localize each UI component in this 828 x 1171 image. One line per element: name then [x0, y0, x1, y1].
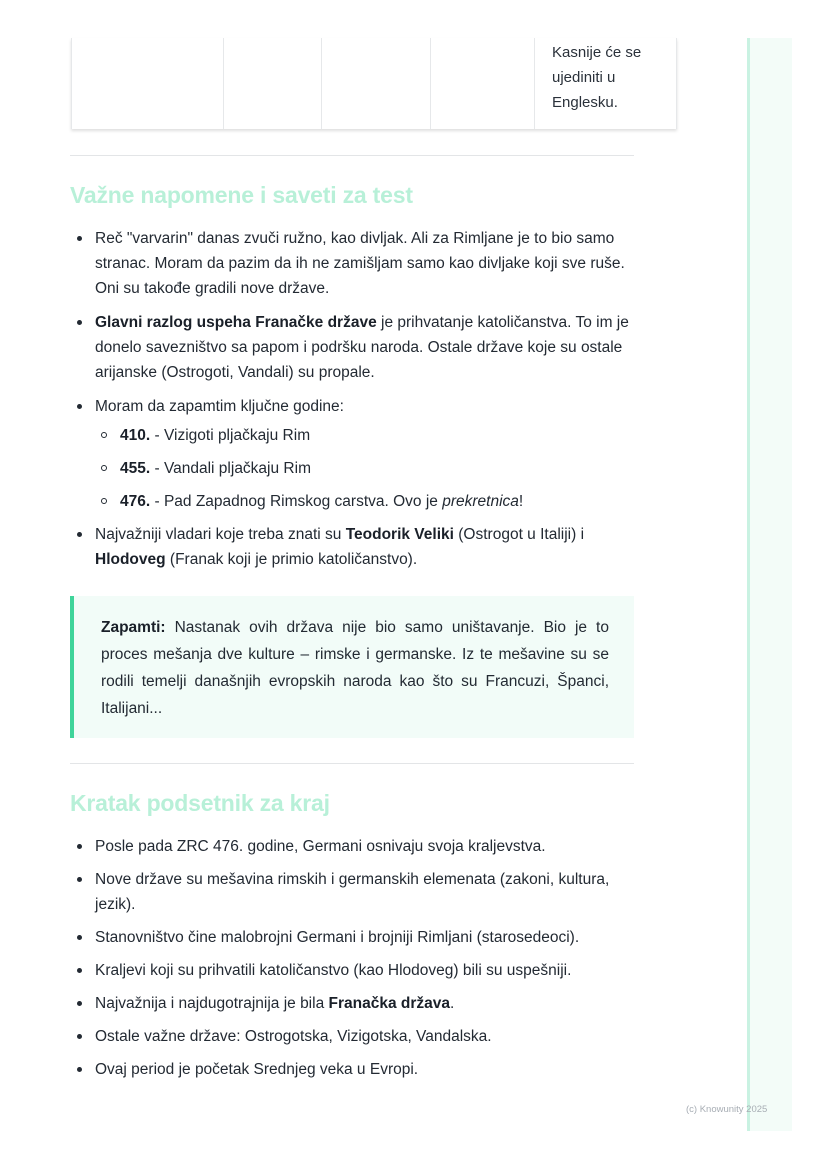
- date-item: 455. - Vandali pljačkaju Rim: [95, 456, 636, 481]
- list-item: Glavni razlog uspeha Franačke države je prihvatanje katoličanstva. To im je donelo savezništvo sa papom i podršku naroda. Ostale države koje su ostale arijanske (Ostrogoti, Vandali) su propale.: [71, 310, 636, 385]
- table-column-divider: [534, 38, 535, 129]
- tips-list: [71, 226, 636, 572]
- list-item: Kraljevi koji su prihvatili katoličanstvo (kao Hlodoveg) bili su uspešniji.: [71, 958, 636, 983]
- list-item: Reč "varvarin" danas zvuči ružno, kao divljak. Ali za Rimljane je to bio samo stranac. Moram da pazim da ih ne zamišljam samo kao divljake koji sve ruše. Oni su takođe gradili nove države.: [71, 226, 636, 301]
- right-margin-rail: [747, 38, 792, 1131]
- list-item: Stanovništvo čine malobrojni Germani i brojniji Rimljani (starosedeoci).: [71, 925, 636, 950]
- list-item: Najvažnija i najdugotrajnija je bila Franačka država.: [71, 991, 636, 1016]
- list-item: Nove države su mešavina rimskih i germanskih elemenata (zakoni, kultura, jezik).: [71, 867, 636, 917]
- copyright-footer: (c) Knowunity 2025: [686, 1104, 768, 1115]
- section-heading-summary: Kratak podsetnik za kraj: [70, 790, 330, 816]
- divider: [70, 763, 634, 764]
- section-heading-tips: Važne napomene i saveti za test: [70, 182, 413, 208]
- list-item: Ostale važne države: Ostrogotska, Vizigotska, Vandalska.: [71, 1024, 636, 1049]
- list-item: Posle pada ZRC 476. godine, Germani osnivaju svoja kraljevstva.: [71, 834, 636, 859]
- dates-list: [95, 423, 636, 514]
- list-item: Najvažniji vladari koje treba znati su Teodorik Veliki (Ostrogot u Italiji) i Hlodoveg (Franak koji je primio katoličanstvo).: [71, 522, 636, 572]
- date-item: 410. - Vizigoti pljačkaju Rim: [95, 423, 636, 448]
- table-fragment: [71, 38, 677, 129]
- table-cell: Kasnije će se ujediniti u Englesku.: [552, 44, 642, 111]
- callout-label: Zapamti:: [101, 619, 166, 636]
- list-item: Moram da zapamtim ključne godine: 410. - Vizigoti pljačkaju Rim 455. - Vandali pljačkaju Rim 476. - Pad Zapadnog Rimskog carstva. Ovo je prekretnica!: [71, 394, 636, 514]
- table-column-divider: [430, 38, 431, 129]
- date-item: 476. - Pad Zapadnog Rimskog carstva. Ovo je prekretnica!: [95, 489, 636, 514]
- callout-text: Nastanak ovih država nije bio samo uništavanje. Bio je to proces mešanja dve kulture – rimske i germanske. Iz te mešavine su se rodili temelji današnjih evropskih naroda kao što su Francuzi, Španci, Italijani...: [101, 619, 609, 717]
- table-column-divider: [223, 38, 224, 129]
- table-column-divider: [321, 38, 322, 129]
- remember-callout: [70, 596, 634, 738]
- summary-list: [71, 834, 636, 1082]
- list-item: Ovaj period je početak Srednjeg veka u Evropi.: [71, 1057, 636, 1082]
- bold-text: Glavni razlog uspeha Franačke države: [95, 314, 377, 331]
- divider: [70, 155, 634, 156]
